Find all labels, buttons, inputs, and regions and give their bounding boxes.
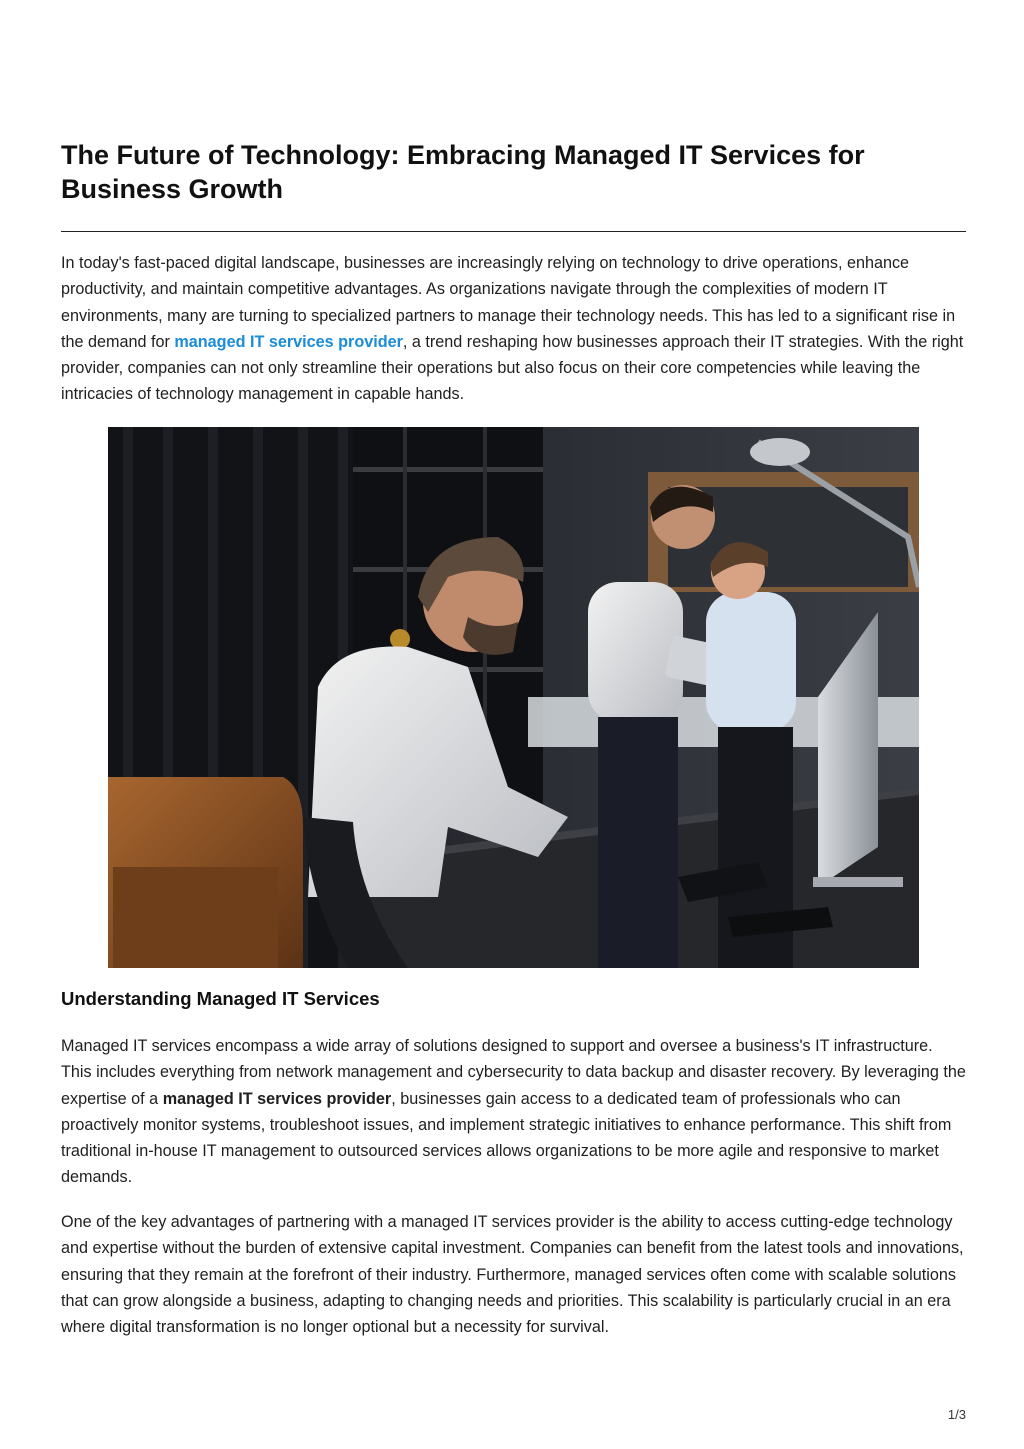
page-number: 1/3 xyxy=(947,1407,966,1422)
intro-text-after-link: , a trend reshaping how businesses approach their IT strategies. With the right provider, companies can not only streamline their operations but also focus on their core competencies while leaving the intricacies of technology management in capable hands. xyxy=(61,332,964,404)
page-title: The Future of Technology: Embracing Managed IT Services for Business Growth xyxy=(61,140,865,204)
section-text-before-bold: Managed IT services encompass a wide array of solutions designed to support and oversee a business's IT infrastructure. This includes everything from network management and cybersecurity to data backup and disaster recovery. By leveraging the expertise of a xyxy=(61,1037,966,1108)
office-team-photo xyxy=(108,427,919,968)
section-paragraph-1 xyxy=(61,1033,966,1191)
managed-it-services-provider-link[interactable]: managed IT services provider xyxy=(174,332,403,351)
intro-paragraph xyxy=(61,250,966,408)
title-divider xyxy=(61,231,966,232)
office-scene-illustration xyxy=(108,427,919,968)
section-heading: Understanding Managed IT Services xyxy=(61,988,380,1009)
section-paragraph-2: One of the key advantages of partnering with a managed IT services provider is the ability to access cutting-edge technology and expertise without the burden of extensive capital investment. Companies can benefit from the latest tools and innovations, ensuring that they remain at the forefront of their industry. Furthermore, managed services often come with scalable solutions that can grow alongside a business, adapting to changing needs and priorities. This scalability is particularly crucial in an era where digital transformation is no longer optional but a necessity for survival. xyxy=(61,1213,964,1337)
section-text-after-bold: , businesses gain access to a dedicated team of professionals who can proactively monitor systems, troubleshoot issues, and implement strategic initiatives to enhance performance. This shift from traditional in-house IT management to outsourced services allows organizations to be more agile and responsive to market demands. xyxy=(61,1089,952,1187)
intro-text-before-link: In today's fast-paced digital landscape, businesses are increasingly relying on technology to drive operations, enhance productivity, and maintain competitive advantages. As organizations navigate through the complexities of modern IT environments, many are turning to specialized partners to manage their technology needs. This has led to a significant rise in the demand for xyxy=(61,254,956,351)
managed-it-services-provider-bold: managed IT services provider xyxy=(162,1089,392,1108)
